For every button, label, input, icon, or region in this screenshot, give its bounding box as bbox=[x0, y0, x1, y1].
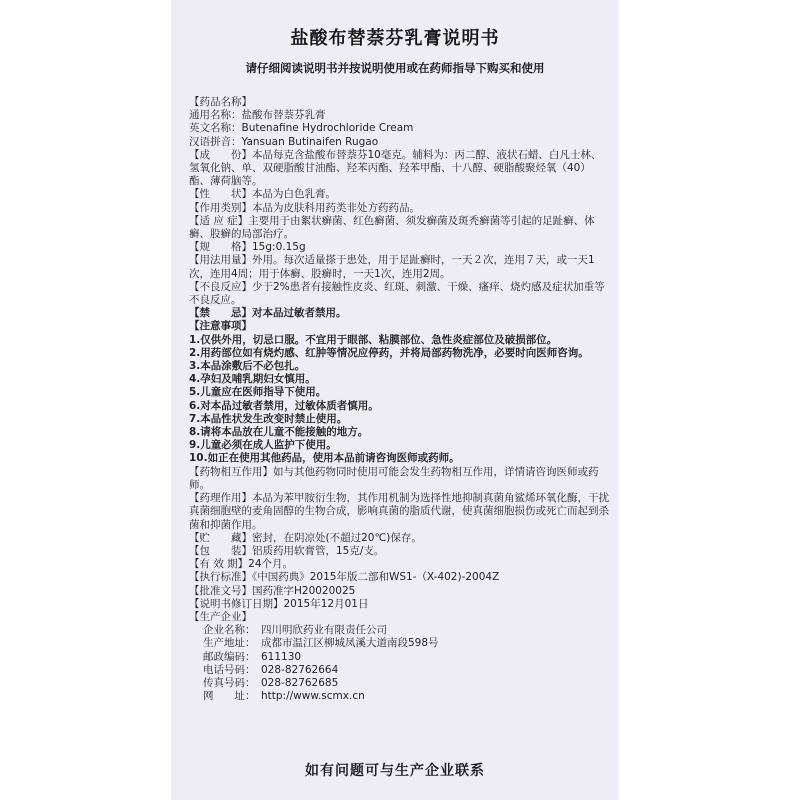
instruction-sheet bbox=[171, 0, 619, 800]
manufacturer-row bbox=[189, 690, 609, 703]
precaution-item: 9.儿童必须在成人监护下使用。 bbox=[189, 439, 337, 452]
pharmacology-section: 【药理作用】本品为苯甲胺衍生物，其作用机制为选择性地抑制真菌角鲨烯环氧化酶，干扰真菌细胞壁的麦角固醇的生物合成，影响真菌的脂质代谢，使真菌细胞损伤或死亡而起到杀菌和抑菌作用。 bbox=[189, 492, 609, 531]
composition-section: 【成 份】本品每克含盐酸布替萘芬10毫克。辅料为：丙二醇、液状石蜡、白凡士林、氢氧化钠、单、双硬脂酸甘油酯、羟苯丙酯、羟苯甲酯、十八醇、硬脂酸聚烃氧（40）酯、薄荷脑等。 bbox=[189, 148, 602, 188]
footer-notice: 如有问题可与生产企业联系 bbox=[305, 763, 485, 779]
precaution-item: 3.本品涂敷后不必包扎。 bbox=[189, 360, 306, 373]
precaution-item: 1.仅供外用，切忌口服。不宜用于眼部、粘膜部位、急性炎症部位及破损部位。 bbox=[189, 333, 558, 346]
manufacturer-value: 611130 bbox=[261, 650, 302, 663]
indications-section: 【适 应 症】主要用于由絮状癣菌、红色癣菌、须发癣菌及斑秃癣菌等引起的足趾癣、体癣、股癣的局部治疗。 bbox=[189, 214, 595, 241]
validity-section: 【有 效 期】24个月。 bbox=[189, 558, 294, 571]
precaution-item: 8.请将本品放在儿童不能接触的地方。 bbox=[189, 426, 369, 439]
precaution-item: 5.儿童应在医师指导下使用。 bbox=[189, 386, 327, 399]
manufacturer-key: 传真号码： bbox=[203, 676, 256, 689]
manufacturer-value: 成都市温江区柳城凤溪大道南段598号 bbox=[261, 637, 439, 650]
manufacturer-row bbox=[189, 624, 609, 637]
manufacturer-row bbox=[189, 651, 609, 664]
drug-name-header: 【药品名称】 bbox=[189, 96, 252, 108]
precaution-item: 4.孕妇及哺乳期妇女慎用。 bbox=[189, 373, 316, 386]
precaution-item: 2.用药部位如有烧灼感、红肿等情况应停药，并将局部药物洗净，必要时向医师咨询。 bbox=[189, 346, 589, 359]
manufacturer-key: 邮政编码： bbox=[203, 650, 256, 663]
manufacturer-key: 企业名称： bbox=[203, 624, 256, 637]
generic-name: 通用名称：盐酸布替萘芬乳膏 bbox=[189, 109, 326, 122]
manufacturer-row bbox=[189, 664, 609, 677]
precaution-item: 7.本品性状发生改变时禁止使用。 bbox=[189, 412, 348, 425]
english-name: 英文名称：Butenafine Hydrochloride Cream bbox=[189, 122, 414, 135]
manufacturer-value: 028-82762664 bbox=[261, 663, 339, 676]
contraindication-section: 【禁 忌】对本品过敏者禁用。 bbox=[189, 307, 347, 320]
document-subtitle: 请仔细阅读说明书并按说明使用或在药师指导下购买和使用 bbox=[245, 61, 545, 75]
adverse-reactions-section: 【不良反应】少于2%患者有接触性皮炎、红斑、刺激、干燥、瘙痒、烧灼感及症状加重等不良反应。 bbox=[189, 280, 605, 307]
storage-section: 【贮 藏】密封，在阴凉处(不超过20℃)保存。 bbox=[189, 531, 422, 544]
precaution-item: 6.对本品过敏者禁用，过敏体质者慎用。 bbox=[189, 399, 379, 412]
standard-section: 【执行标准】《中国药典》2015年版二部和WS1-（X-402)-2004Z bbox=[189, 571, 500, 584]
manufacturer-key: 生产地址： bbox=[203, 637, 256, 650]
specification-section: 【规 格】15g:0.15g bbox=[189, 241, 306, 254]
precautions-header: 【注意事项】 bbox=[189, 320, 252, 333]
interactions-section: 【药物相互作用】如与其他药物同时使用可能会发生药物相互作用，详情请咨询医师或药师。 bbox=[189, 465, 599, 491]
manufacturer-key: 电话号码： bbox=[203, 663, 256, 676]
manufacturer-row bbox=[189, 637, 609, 650]
pinyin-name: 汉语拼音：Yansuan Butinaifen Rugao bbox=[189, 135, 379, 148]
precautions-list bbox=[189, 334, 609, 466]
category-section: 【作用类别】本品为皮肤科用药类非处方药药品。 bbox=[189, 201, 420, 214]
package-section: 【包 装】铝质药用软膏管，15克/支。 bbox=[189, 544, 385, 557]
manufacturer-header: 【生产企业】 bbox=[189, 610, 252, 623]
precaution-item: 10.如正在使用其他药品，使用本品前请咨询医师或药师。 bbox=[189, 452, 460, 465]
manufacturer-value: 四川明欣药业有限责任公司 bbox=[261, 624, 387, 637]
appearance-section: 【性 状】本品为白色乳膏。 bbox=[189, 188, 336, 201]
document-body bbox=[189, 96, 609, 703]
document-title: 盐酸布替萘芬乳膏说明书 bbox=[290, 28, 500, 49]
manufacturer-row bbox=[189, 677, 609, 690]
manufacturer-website[interactable]: http://www.scmx.cn bbox=[261, 690, 365, 703]
manufacturer-value: 028-82762685 bbox=[261, 676, 339, 689]
manufacturer-key: 网 址： bbox=[203, 690, 256, 703]
dosage-section: 【用法用量】外用。每次适量搽于患处，用于足趾癣时，一天２次，连用７天，或一天1次，连用4周；用于体癣、股癣时，一天1次，连用2周。 bbox=[189, 254, 595, 280]
revision-date-section: 【说明书修订日期】2015年12月01日 bbox=[189, 597, 369, 610]
approval-section: 【批准文号】国药准字H20020025 bbox=[189, 584, 356, 597]
